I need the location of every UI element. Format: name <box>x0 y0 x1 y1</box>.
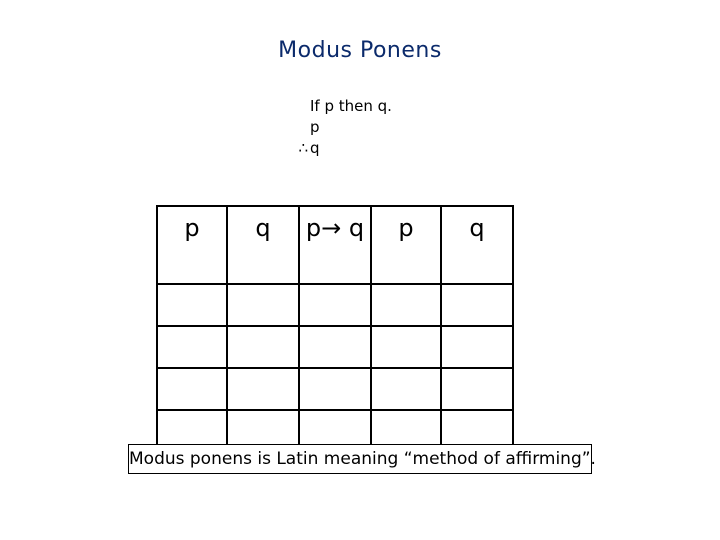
truth-table-header-q-2: q <box>441 206 513 284</box>
argument-premise-2-line <box>280 117 392 138</box>
truth-table-header-p-implies-q: p→ q <box>299 206 371 284</box>
table-cell <box>227 368 299 410</box>
argument-premise-1-line <box>280 96 392 117</box>
spacer <box>280 117 310 138</box>
footnote-box: Modus ponens is Latin meaning “method of affirming”. <box>128 444 592 474</box>
slide-title: Modus Ponens <box>278 38 442 63</box>
table-cell <box>371 284 441 326</box>
argument-conclusion: q <box>310 139 320 157</box>
truth-table <box>156 205 514 453</box>
table-cell <box>371 326 441 368</box>
truth-table-header-p: p <box>157 206 227 284</box>
table-row <box>157 284 513 326</box>
table-cell <box>227 326 299 368</box>
table-cell <box>157 284 227 326</box>
table-row <box>157 368 513 410</box>
table-cell <box>299 284 371 326</box>
table-row <box>157 326 513 368</box>
table-cell <box>299 368 371 410</box>
argument-premise-1: If p then q. <box>310 97 392 115</box>
table-cell <box>371 368 441 410</box>
table-cell <box>441 368 513 410</box>
truth-table-header-p-2: p <box>371 206 441 284</box>
table-cell <box>157 368 227 410</box>
therefore-icon: ∴ <box>298 139 308 157</box>
truth-table-header-q: q <box>227 206 299 284</box>
argument-conclusion-line <box>280 138 392 159</box>
table-cell <box>441 284 513 326</box>
table-cell <box>299 326 371 368</box>
truth-table-header-row <box>157 206 513 284</box>
spacer <box>280 96 310 117</box>
argument-premise-2: p <box>310 118 320 136</box>
table-cell <box>441 326 513 368</box>
table-cell <box>157 326 227 368</box>
argument-block <box>280 96 392 159</box>
table-cell <box>227 284 299 326</box>
